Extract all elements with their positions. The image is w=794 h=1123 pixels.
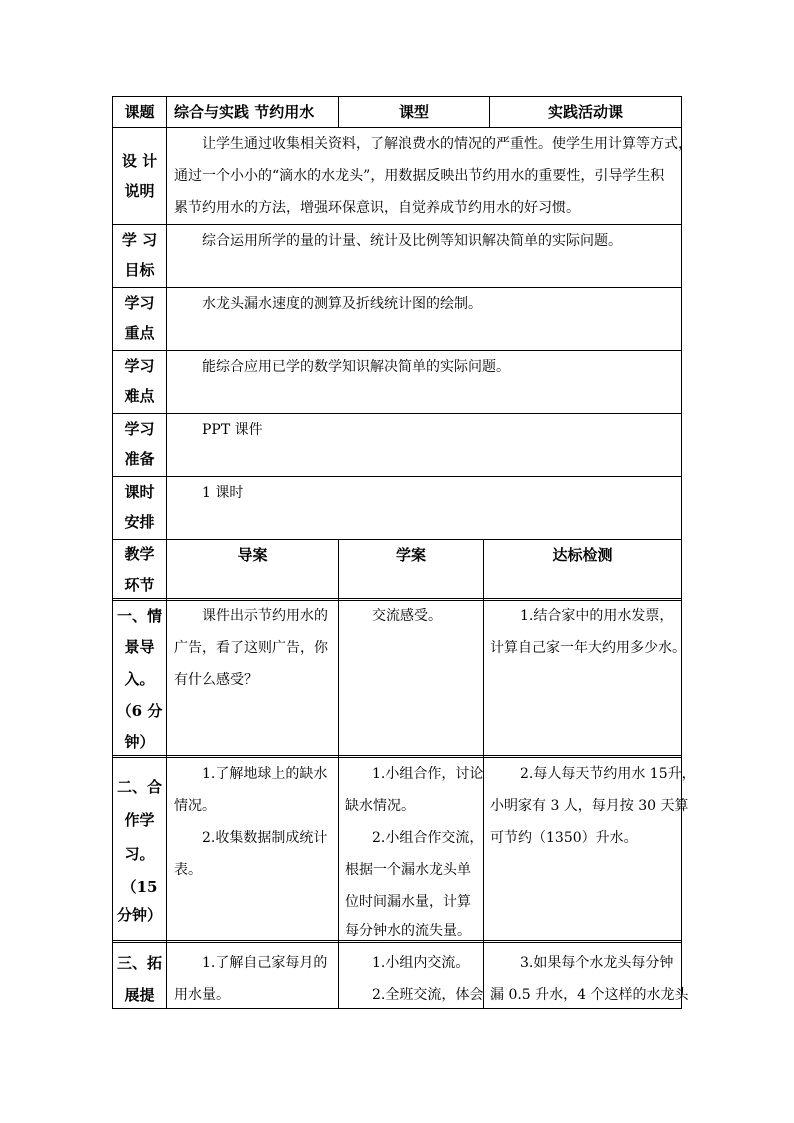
grid-line	[112, 940, 682, 941]
grid-line	[112, 539, 682, 540]
stage-2-guide-line-2: 情况。	[174, 798, 216, 814]
grid-line	[112, 350, 682, 351]
grid-line	[112, 476, 682, 477]
stage-2-study-line-2: 缺水情况。	[345, 798, 415, 814]
grid-line	[681, 96, 682, 1009]
grid-line	[112, 757, 682, 758]
stage-2-study-line-6: 每分钟水的流失量。	[345, 923, 471, 939]
stage-1-guide-line-1: 课件出示节约用水的	[202, 608, 328, 624]
stage-2-name-line-5: 分钟）	[116, 906, 162, 924]
stage-3-study-line-2: 2.全班交流，体会	[372, 987, 484, 1003]
grid-line	[112, 287, 682, 288]
topic-value: 综合与实践 节约用水	[174, 103, 315, 121]
stage-2-guide-line-1: 1.了解地球上的缺水	[202, 766, 328, 782]
key-points-label-line-1: 学习	[124, 294, 155, 312]
stage-3-check-line-2: 漏 0.5 升水，4 个这样的水龙头	[490, 987, 689, 1003]
goals-text: 综合运用所学的量的计量、统计及比例等知识解决简单的实际问题。	[202, 233, 622, 249]
grid-line	[112, 755, 682, 756]
schedule-text: 1 课时	[202, 485, 244, 501]
check-column-header: 达标检测	[552, 546, 613, 564]
stage-1-check-line-2: 计算自己家一年大约用多少水。	[490, 640, 686, 656]
preparation-label-line-1: 学习	[124, 420, 155, 438]
schedule-label-line-2: 安排	[124, 513, 155, 531]
grid-line	[338, 539, 339, 1009]
goals-label-line-1: 学 习	[121, 231, 158, 249]
grid-line	[112, 224, 682, 225]
stage-1-study-line-1: 交流感受。	[372, 608, 442, 624]
stage-3-name-line-1: 三、拓	[116, 954, 162, 972]
stage-1-guide-line-2: 广告，看了这则广告，你	[174, 640, 328, 656]
design-text-line-2: 通过一个小小的“滴水的水龙头”，用数据反映出节约用水的重要性，引导学生积	[174, 168, 665, 184]
stage-2-check-line-1: 2.每人每天节约用水 15升，	[520, 766, 696, 782]
stage-2-study-line-3: 2.小组合作交流，	[372, 830, 484, 846]
grid-line	[112, 96, 682, 97]
stage-3-guide-line-1: 1.了解自己家每月的	[202, 955, 328, 971]
difficulties-label-line-1: 学习	[124, 357, 155, 375]
stage-3-name-line-2: 展提	[124, 986, 155, 1004]
stage-2-guide-line-3: 2.收集数据制成统计	[202, 830, 328, 846]
stage-1-name-line-3: 入。	[124, 670, 155, 688]
stage-2-study-line-4: 根据一个漏水龙头单	[345, 862, 471, 878]
stage-1-guide-line-3: 有什么感受？	[174, 672, 258, 688]
grid-line	[112, 600, 682, 601]
stage-1-name-line-5: 钟）	[124, 733, 155, 751]
stage-2-name-line-4: （15	[121, 878, 158, 896]
stage-1-check-line-1: 1.结合家中的用水发票，	[520, 608, 674, 624]
stage-2-name-line-1: 二、合	[116, 778, 162, 796]
stage-3-guide-line-2: 用水量。	[174, 987, 230, 1003]
stage-3-check-line-1: 3.如果每个水龙头每分钟	[520, 955, 674, 971]
key-points-text: 水龙头漏水速度的测算及折线统计图的绘制。	[202, 296, 482, 312]
stage-2-name-line-3: 习。	[124, 845, 155, 863]
preparation-text: PPT 课件	[202, 422, 263, 438]
grid-line	[112, 1008, 682, 1009]
design-text-line-1: 让学生通过收集相关资料，了解浪费水的情况的严重性。使学生用计算等方式，	[202, 136, 692, 152]
difficulties-label-line-2: 难点	[124, 387, 155, 405]
design-text-line-3: 累节约用水的方法，增强环保意识，自觉养成节约用水的好习惯。	[174, 200, 580, 216]
grid-line	[112, 598, 682, 599]
stage-1-name-line-4: （6 分	[116, 702, 163, 720]
guide-column-header: 导案	[237, 546, 268, 564]
stage-column-label-line-1: 教学	[124, 545, 155, 563]
difficulties-text: 能综合应用已学的数学知识解决简单的实际问题。	[202, 359, 510, 375]
type-label: 课型	[398, 103, 429, 121]
study-column-header: 学案	[395, 546, 426, 564]
type-value: 实践活动课	[547, 103, 623, 121]
grid-line	[112, 127, 682, 128]
key-points-label-line-2: 重点	[124, 324, 155, 342]
schedule-label-line-1: 课时	[124, 483, 155, 501]
design-label-line-1: 设 计	[121, 152, 158, 170]
design-label-line-2: 说明	[124, 182, 155, 200]
stage-2-name-line-2: 作学	[124, 811, 155, 829]
stage-2-guide-line-4: 表。	[174, 862, 202, 878]
grid-line	[112, 413, 682, 414]
preparation-label-line-2: 准备	[124, 450, 155, 468]
stage-1-name-line-2: 景导	[124, 638, 155, 656]
grid-line	[112, 942, 682, 943]
topic-label: 课题	[124, 103, 155, 121]
stage-column-label-line-2: 环节	[124, 576, 155, 594]
goals-label-line-2: 目标	[124, 261, 155, 279]
stage-3-study-line-1: 1.小组内交流。	[372, 955, 470, 971]
stage-2-check-line-3: 可节约（1350）升水。	[490, 830, 638, 846]
stage-2-study-line-5: 位时间漏水量，计算	[345, 894, 471, 910]
stage-2-check-line-2: 小明家有 3 人，每月按 30 天算	[490, 798, 689, 814]
stage-2-study-line-1: 1.小组合作，讨论	[372, 766, 484, 782]
stage-1-name-line-1: 一、情	[116, 607, 162, 625]
